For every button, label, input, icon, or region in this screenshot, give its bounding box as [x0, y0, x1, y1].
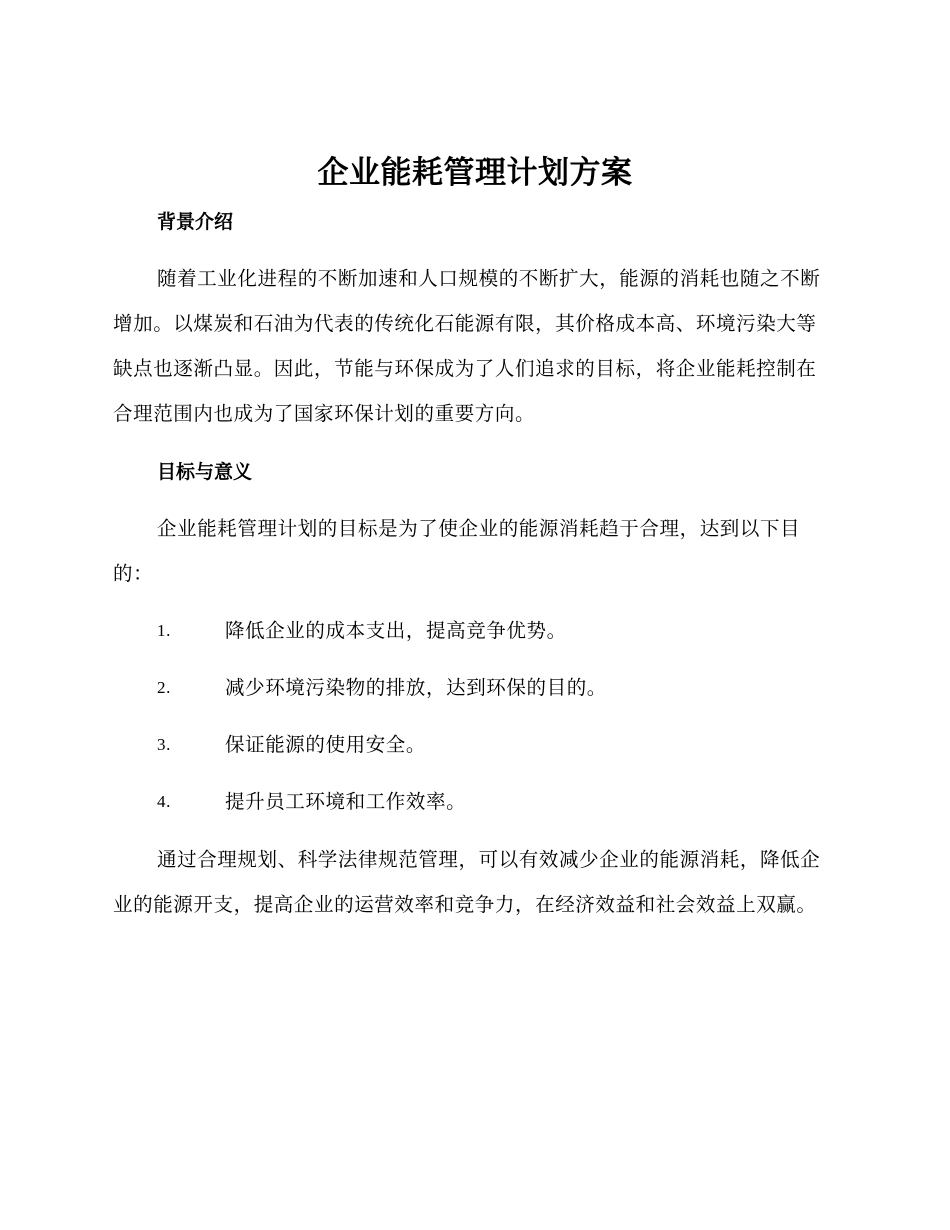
- list-item-number: 3.: [157, 735, 171, 754]
- conclusion-paragraph: 通过合理规划、科学法律规范管理，可以有效减少企业的能源消耗，降低企业的能源开支，提高企业的运营效率和竞争力，在经济效益和社会效益上双赢。: [113, 848, 821, 916]
- goals-intro-paragraph: 企业能耗管理计划的目标是为了使企业的能源消耗趋于合理，达到以下目的：: [113, 517, 801, 585]
- list-item: [0, 786, 800, 818]
- list-item-text: 保证能源的使用安全。: [225, 733, 427, 756]
- list-item-number: 1.: [157, 621, 171, 640]
- list-item: [0, 729, 800, 761]
- document-title: 企业能耗管理计划方案: [317, 155, 633, 191]
- list-item-text: 降低企业的成本支出，提高竞争优势。: [225, 619, 567, 642]
- background-paragraph: 随着工业化进程的不断加速和人口规模的不断扩大，能源的消耗也随之不断增加。以煤炭和石油为代表的传统化石能源有限，其价格成本高、环境污染大等缺点也逐渐凸显。因此，节能与环保成为了人们追求的目标，将企业能耗控制在合理范围内也成为了国家环保计划的重要方向。: [113, 267, 821, 425]
- section-heading-goals: 目标与意义: [157, 461, 253, 483]
- list-item-text: 提升员工环境和工作效率。: [225, 790, 467, 813]
- section-heading-background: 背景介绍: [157, 211, 234, 233]
- list-item-text: 减少环境污染物的排放，达到环保的目的。: [225, 676, 607, 699]
- list-item: [0, 672, 800, 704]
- list-item: [0, 615, 800, 647]
- list-item-number: 4.: [157, 792, 171, 811]
- list-item-number: 2.: [157, 678, 171, 697]
